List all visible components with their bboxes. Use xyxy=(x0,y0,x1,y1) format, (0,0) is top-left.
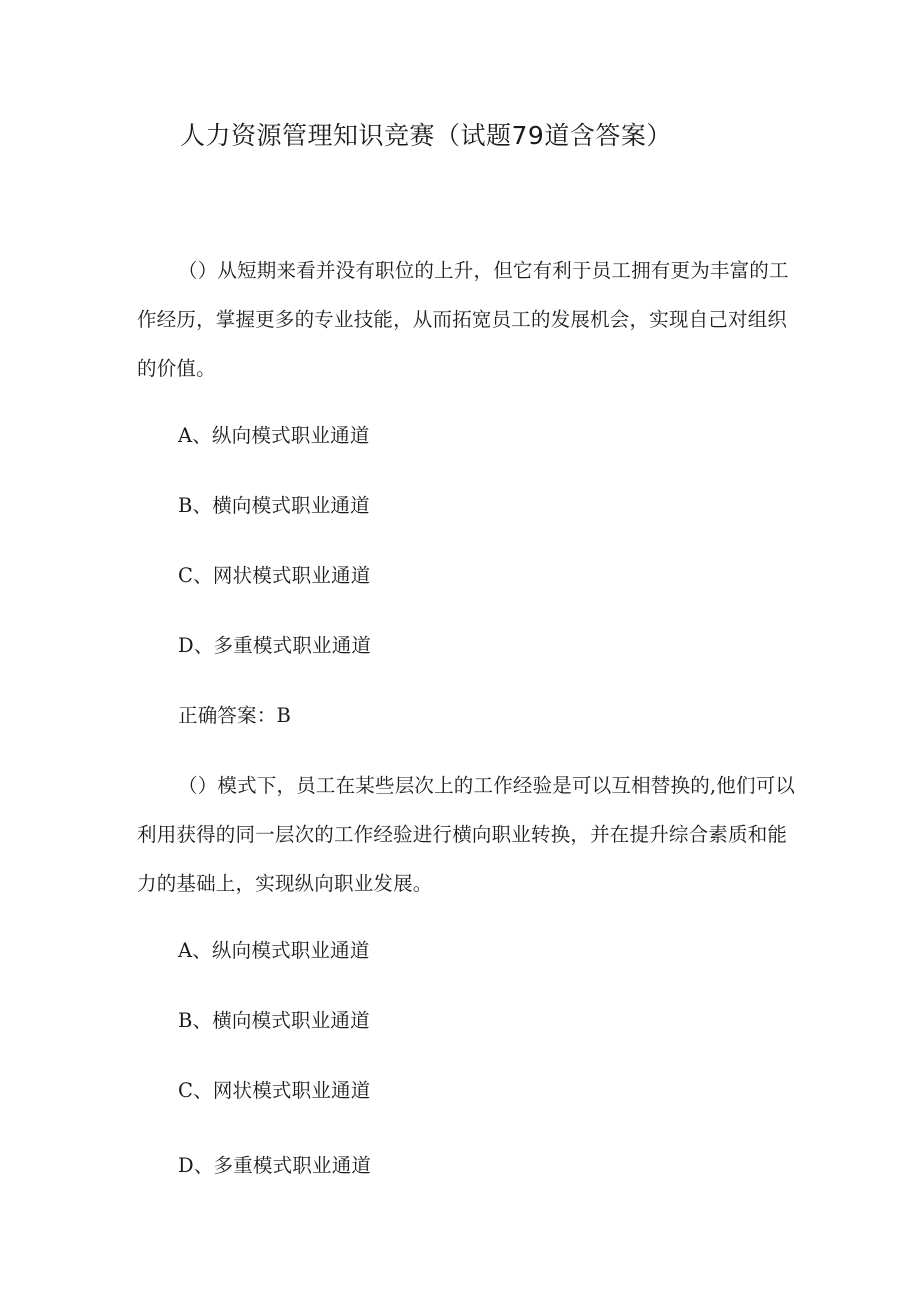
option-a: A、纵向模式职业通道 xyxy=(178,939,370,962)
option-c: C、网状模式职业通道 xyxy=(178,1079,371,1102)
option-c: C、网状模式职业通道 xyxy=(178,564,371,587)
correct-answer: 正确答案：B xyxy=(178,704,292,727)
question-stem: （）模式下，员工在某些层次上的工作经验是可以互相替换的,他们可以利用获得的同一层次的工作经验进行横向职业转换，并在提升综合素质和能力的基础上，实现纵向职业发展。 xyxy=(137,774,796,895)
option-b: B、横向模式职业通道 xyxy=(178,494,370,517)
option-a: A、纵向模式职业通道 xyxy=(178,424,370,447)
question-stem: （）从短期来看并没有职位的上升，但它有利于员工拥有更为丰富的工作经历，掌握更多的专业技能，从而拓宽员工的发展机会，实现自己对组织的价值。 xyxy=(137,259,789,380)
document-title: 人力资源管理知识竞赛（试题79道含答案） xyxy=(180,121,672,150)
option-b: B、横向模式职业通道 xyxy=(178,1009,370,1032)
option-d: D、多重模式职业通道 xyxy=(178,1154,372,1177)
option-d: D、多重模式职业通道 xyxy=(178,634,372,657)
